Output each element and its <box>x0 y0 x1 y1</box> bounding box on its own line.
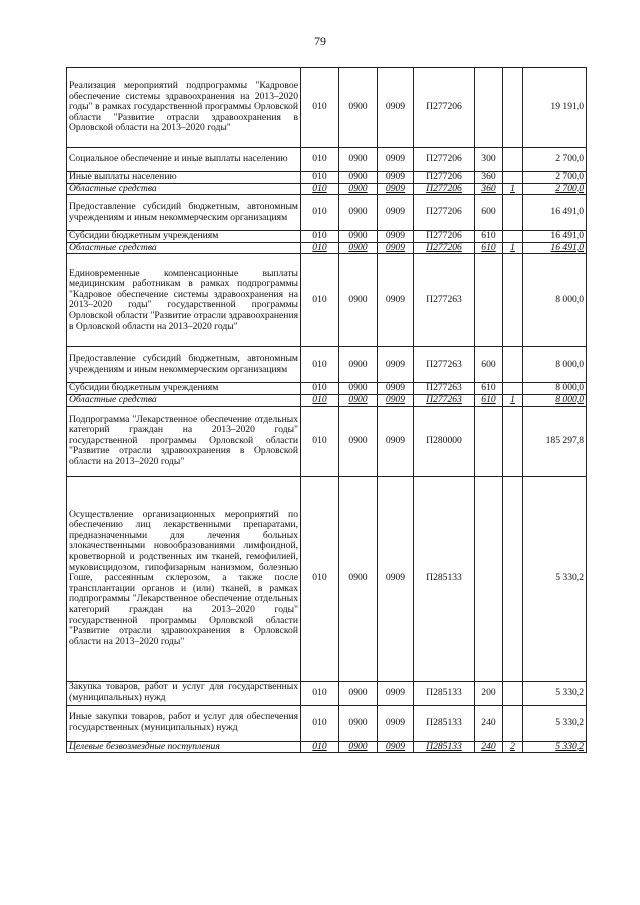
row-funding-source-code <box>503 254 523 347</box>
row-expense-type-code: 610 <box>475 242 503 254</box>
row-target-article-code: П277206 <box>414 231 475 243</box>
row-description: Реализация мероприятий подпрограммы "Кадровое обеспечение системы здравоохранения на 2013–2020 годы" в рамках государственной программы Орловской области "Развитие отрасли здравоохранения в Орловской области на 2013–2020 годы" <box>67 68 301 148</box>
row-amount: 16 491,0 <box>523 231 587 243</box>
row-ministry-code: 010 <box>301 183 339 195</box>
row-section-code: 0900 <box>339 183 378 195</box>
row-expense-type-code <box>475 476 503 681</box>
row-ministry-code: 010 <box>301 254 339 347</box>
budget-table <box>66 67 587 753</box>
table-row <box>67 68 587 148</box>
table-row <box>67 383 587 395</box>
row-description: Социальное обеспечение и иные выплаты населению <box>67 148 301 172</box>
row-funding-source-code <box>503 68 523 148</box>
row-section-code: 0900 <box>339 231 378 243</box>
table-row <box>67 705 587 741</box>
row-subsection-code: 0909 <box>378 476 414 681</box>
row-funding-source-code <box>503 681 523 705</box>
row-amount: 8 000,0 <box>523 383 587 395</box>
row-funding-source-code <box>503 231 523 243</box>
row-subsection-code: 0909 <box>378 254 414 347</box>
row-amount: 5 330,2 <box>523 705 587 741</box>
row-description: Субсидии бюджетным учреждениям <box>67 383 301 395</box>
row-funding-source-code <box>503 195 523 231</box>
row-description: Закупка товаров, работ и услуг для государственных (муниципальных) нужд <box>67 681 301 705</box>
row-target-article-code: П285133 <box>414 681 475 705</box>
row-target-article-code: П277263 <box>414 394 475 406</box>
row-description: Осуществление организационных мероприятий по обеспечению лиц лекарственными препаратами, предназначенными для лечения больных злокачественными новообразованиями лимфоидной, кроветворной и родственных им тканей, гемофилией, муковисцидозом, гипофизарным нанизмом, болезнью Гоше, рассеянным склерозом, а также после трансплантации органов и (или) тканей, в рамках подпрограммы "Лекарственное обеспечение отдельных категорий граждан на 2013–2020 годы" государственной программы Орловской области "Развитие отрасли здравоохранения в Орловской области на 2013–2020 годы" <box>67 476 301 681</box>
row-section-code: 0900 <box>339 242 378 254</box>
row-subsection-code: 0909 <box>378 347 414 383</box>
row-description: Субсидии бюджетным учреждениям <box>67 231 301 243</box>
row-funding-source-code <box>503 383 523 395</box>
row-subsection-code: 0909 <box>378 68 414 148</box>
row-expense-type-code: 610 <box>475 231 503 243</box>
row-target-article-code: П280000 <box>414 406 475 476</box>
row-amount: 16 491,0 <box>523 242 587 254</box>
row-section-code: 0900 <box>339 383 378 395</box>
row-expense-type-code: 610 <box>475 394 503 406</box>
table-row <box>67 476 587 681</box>
row-section-code: 0900 <box>339 195 378 231</box>
row-target-article-code: П277206 <box>414 195 475 231</box>
row-target-article-code: П277206 <box>414 148 475 172</box>
row-ministry-code: 010 <box>301 681 339 705</box>
row-target-article-code: П285133 <box>414 476 475 681</box>
row-amount: 2 700,0 <box>523 183 587 195</box>
row-subsection-code: 0909 <box>378 705 414 741</box>
row-description: Единовременные компенсационные выплаты медицинским работникам в рамках подпрограммы "Кадровое обеспечение системы здравоохранения на 2013–2020 годы" государственной программы Орловской области "Развитие отрасли здравоохранения в Орловской области на 2013–2020 годы" <box>67 254 301 347</box>
row-ministry-code: 010 <box>301 383 339 395</box>
row-ministry-code: 010 <box>301 172 339 184</box>
row-expense-type-code: 610 <box>475 383 503 395</box>
row-description: Областные средства <box>67 183 301 195</box>
row-expense-type-code: 240 <box>475 741 503 753</box>
row-section-code: 0900 <box>339 741 378 753</box>
row-ministry-code: 010 <box>301 705 339 741</box>
table-row <box>67 347 587 383</box>
row-ministry-code: 010 <box>301 347 339 383</box>
row-section-code: 0900 <box>339 254 378 347</box>
row-subsection-code: 0909 <box>378 242 414 254</box>
row-amount: 5 330,2 <box>523 681 587 705</box>
row-funding-source-code <box>503 347 523 383</box>
row-amount: 2 700,0 <box>523 148 587 172</box>
row-subsection-code: 0909 <box>378 148 414 172</box>
row-description: Целевые безвозмездные поступления <box>67 741 301 753</box>
row-expense-type-code: 360 <box>475 172 503 184</box>
row-amount: 16 491,0 <box>523 195 587 231</box>
row-section-code: 0900 <box>339 406 378 476</box>
row-expense-type-code <box>475 406 503 476</box>
row-section-code: 0900 <box>339 148 378 172</box>
row-subsection-code: 0909 <box>378 195 414 231</box>
row-amount: 185 297,8 <box>523 406 587 476</box>
row-amount: 8 000,0 <box>523 347 587 383</box>
table-row <box>67 195 587 231</box>
row-funding-source-code <box>503 476 523 681</box>
table-row <box>67 148 587 172</box>
table-row <box>67 406 587 476</box>
row-target-article-code: П277206 <box>414 68 475 148</box>
row-amount: 2 700,0 <box>523 172 587 184</box>
row-funding-source-code <box>503 705 523 741</box>
row-expense-type-code: 600 <box>475 347 503 383</box>
row-subsection-code: 0909 <box>378 681 414 705</box>
row-expense-type-code: 200 <box>475 681 503 705</box>
row-section-code: 0900 <box>339 705 378 741</box>
table-row <box>67 394 587 406</box>
row-target-article-code: П277206 <box>414 242 475 254</box>
row-expense-type-code <box>475 68 503 148</box>
row-ministry-code: 010 <box>301 476 339 681</box>
row-amount: 5 330,2 <box>523 476 587 681</box>
row-subsection-code: 0909 <box>378 383 414 395</box>
row-amount: 8 000,0 <box>523 254 587 347</box>
row-description: Иные выплаты населению <box>67 172 301 184</box>
row-description: Областные средства <box>67 394 301 406</box>
row-ministry-code: 010 <box>301 242 339 254</box>
row-target-article-code: П285133 <box>414 705 475 741</box>
row-section-code: 0900 <box>339 476 378 681</box>
row-amount: 8 000,0 <box>523 394 587 406</box>
row-subsection-code: 0909 <box>378 394 414 406</box>
row-description: Иные закупки товаров, работ и услуг для обеспечения государственных (муниципальных) нужд <box>67 705 301 741</box>
row-ministry-code: 010 <box>301 394 339 406</box>
row-funding-source-code: 1 <box>503 242 523 254</box>
row-section-code: 0900 <box>339 172 378 184</box>
table-row <box>67 741 587 753</box>
row-subsection-code: 0909 <box>378 231 414 243</box>
row-ministry-code: 010 <box>301 68 339 148</box>
row-description: Предоставление субсидий бюджетным, автономным учреждениям и иным некоммерческим организациям <box>67 347 301 383</box>
table-row <box>67 183 587 195</box>
row-target-article-code: П277263 <box>414 254 475 347</box>
row-funding-source-code: 1 <box>503 394 523 406</box>
table-row <box>67 172 587 184</box>
row-target-article-code: П285133 <box>414 741 475 753</box>
table-row <box>67 254 587 347</box>
row-ministry-code: 010 <box>301 741 339 753</box>
row-description: Подпрограмма "Лекарственное обеспечение отдельных категорий граждан на 2013–2020 годы" государственной программы Орловской области "Развитие отрасли здравоохранения в Орловской области на 2013–2020 годы" <box>67 406 301 476</box>
page-number: 79 <box>314 34 326 48</box>
row-amount: 19 191,0 <box>523 68 587 148</box>
row-description: Областные средства <box>67 242 301 254</box>
row-expense-type-code: 240 <box>475 705 503 741</box>
row-expense-type-code: 600 <box>475 195 503 231</box>
row-funding-source-code: 1 <box>503 183 523 195</box>
row-section-code: 0900 <box>339 347 378 383</box>
row-amount: 5 330,2 <box>523 741 587 753</box>
table-row <box>67 681 587 705</box>
row-subsection-code: 0909 <box>378 406 414 476</box>
row-target-article-code: П277206 <box>414 183 475 195</box>
row-ministry-code: 010 <box>301 231 339 243</box>
row-section-code: 0900 <box>339 68 378 148</box>
row-subsection-code: 0909 <box>378 183 414 195</box>
row-target-article-code: П277263 <box>414 383 475 395</box>
table-row <box>67 242 587 254</box>
row-subsection-code: 0909 <box>378 172 414 184</box>
row-target-article-code: П277206 <box>414 172 475 184</box>
row-funding-source-code: 2 <box>503 741 523 753</box>
row-section-code: 0900 <box>339 394 378 406</box>
row-ministry-code: 010 <box>301 195 339 231</box>
row-description: Предоставление субсидий бюджетным, автономным учреждениям и иным некоммерческим организациям <box>67 195 301 231</box>
row-ministry-code: 010 <box>301 148 339 172</box>
table-row <box>67 231 587 243</box>
row-expense-type-code: 360 <box>475 183 503 195</box>
row-target-article-code: П277263 <box>414 347 475 383</box>
row-expense-type-code <box>475 254 503 347</box>
row-ministry-code: 010 <box>301 406 339 476</box>
row-section-code: 0900 <box>339 681 378 705</box>
row-subsection-code: 0909 <box>378 741 414 753</box>
row-funding-source-code <box>503 148 523 172</box>
row-funding-source-code <box>503 406 523 476</box>
row-funding-source-code <box>503 172 523 184</box>
row-expense-type-code: 300 <box>475 148 503 172</box>
